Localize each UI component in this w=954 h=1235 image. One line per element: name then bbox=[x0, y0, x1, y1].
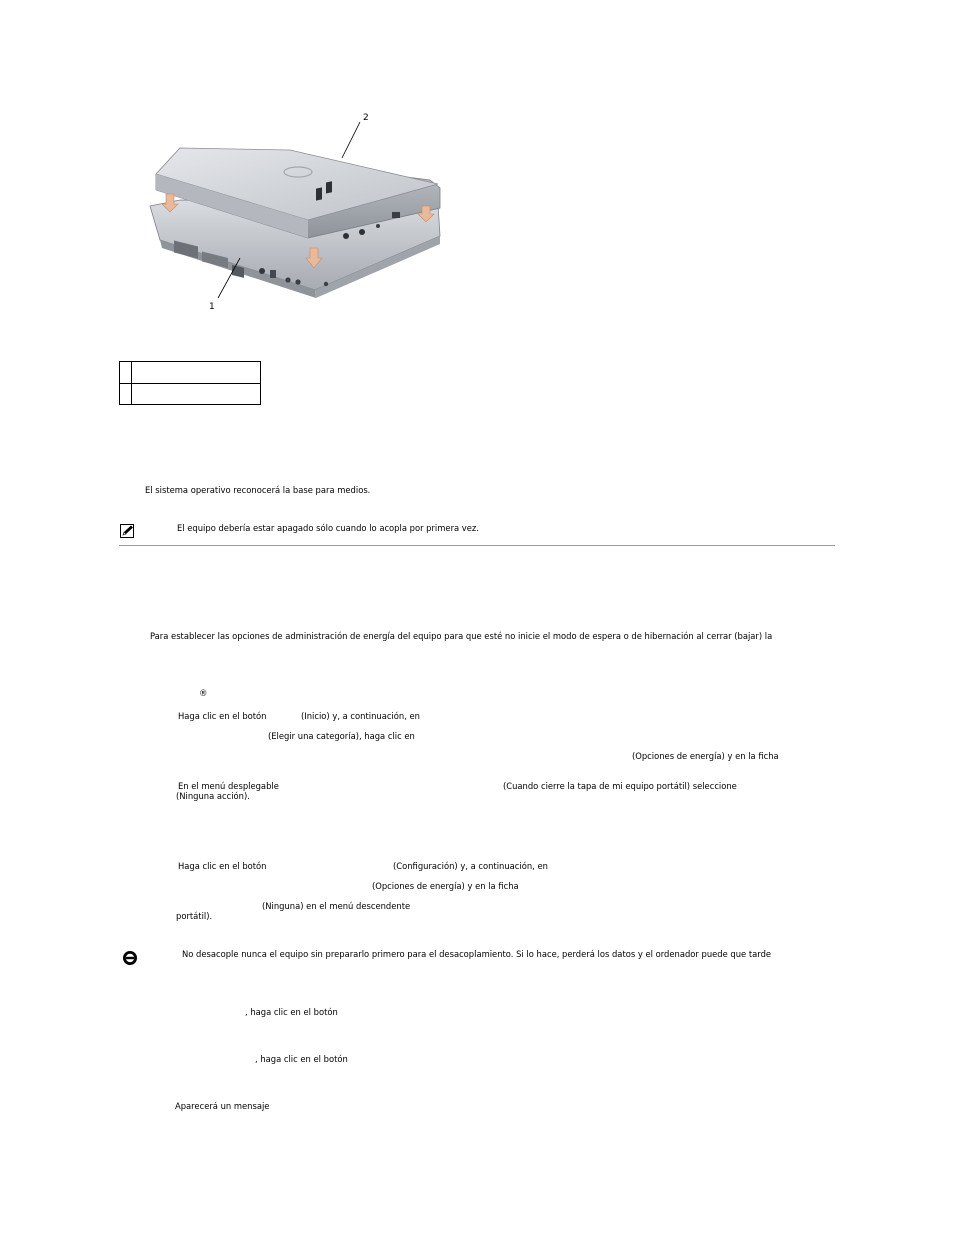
note-text: El equipo debería estar apagado sólo cuando lo acopla por primera vez. bbox=[177, 523, 479, 533]
registered-mark: ® bbox=[199, 688, 208, 698]
undock-step2-text: , haga clic en el botón bbox=[255, 1054, 348, 1064]
callout-line-2 bbox=[342, 122, 360, 158]
note-pencil-icon bbox=[120, 524, 136, 538]
legend-row bbox=[120, 383, 261, 405]
xp-step1-text-b: (Inicio) y, a continuación, en bbox=[301, 711, 420, 721]
xp-step4-text-c: (Ninguna acción). bbox=[176, 791, 250, 801]
xp-step1-text-a: Haga clic en el botón bbox=[178, 711, 267, 721]
legend-text bbox=[132, 362, 261, 384]
legend-number bbox=[120, 383, 132, 405]
w2k-step2-text: (Opciones de energía) y en la ficha bbox=[372, 881, 519, 891]
w2k-step3-text-a: (Ninguna) en el menú descendente bbox=[262, 901, 411, 911]
xp-step3-text: (Opciones de energía) y en la ficha bbox=[632, 751, 779, 761]
callout-legend-table bbox=[119, 361, 261, 405]
laptop-media-base-illustration bbox=[140, 108, 460, 318]
xp-step4-text-b: (Cuando cierre la tapa de mi equipo portátil) seleccione bbox=[503, 781, 737, 791]
w2k-step1-text-a: Haga clic en el botón bbox=[178, 861, 267, 871]
message-appears-text: Aparecerá un mensaje bbox=[175, 1101, 270, 1111]
legend-row bbox=[120, 362, 261, 384]
power-intro-text: Para establecer las opciones de administración de energía del equipo para que esté no inicie el modo de espera o de hibernación al cerrar (bajar) la bbox=[150, 631, 773, 641]
notice-no-entry-icon bbox=[122, 950, 138, 966]
undock-step1-text: , haga clic en el botón bbox=[245, 1007, 338, 1017]
notice-text: No desacople nunca el equipo sin prepararlo primero para el desacoplamiento. Si lo hace, perderá los datos y el ordenador puede que tarde bbox=[182, 949, 772, 959]
section-divider bbox=[119, 545, 835, 546]
os-recognizes-text: El sistema operativo reconocerá la base para medios. bbox=[145, 485, 371, 495]
w2k-step3-text-b: portátil). bbox=[176, 911, 213, 921]
legend-text bbox=[132, 383, 261, 405]
callout-number-2: 2 bbox=[363, 113, 369, 123]
xp-step4-text-a: En el menú desplegable bbox=[178, 781, 279, 791]
xp-step2-text: (Elegir una categoría), haga clic en bbox=[268, 731, 415, 741]
w2k-step1-text-b: (Configuración) y, a continuación, en bbox=[393, 861, 548, 871]
callout-number-1: 1 bbox=[209, 302, 215, 312]
legend-number bbox=[120, 362, 132, 384]
